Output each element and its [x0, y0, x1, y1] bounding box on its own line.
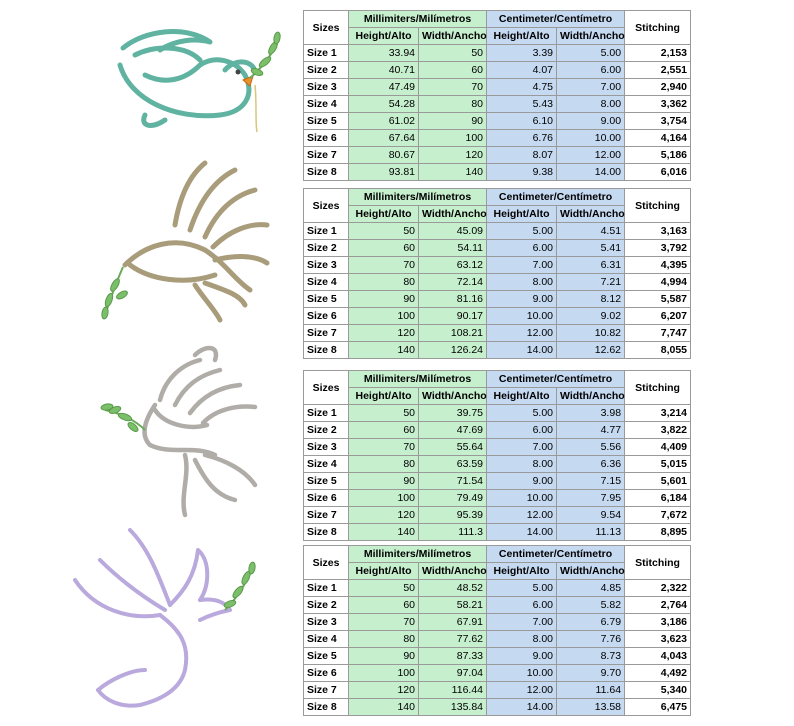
- table-row: [304, 79, 691, 96]
- size-label: Size 5: [304, 648, 349, 665]
- table-row: [304, 291, 691, 308]
- millimeters-header: Millimiters/Milímetros: [349, 371, 487, 388]
- mm-width-cell: 60: [419, 62, 487, 79]
- table-row: [304, 580, 691, 597]
- stitch-count-cell: 4,409: [625, 439, 691, 456]
- table-row: [304, 507, 691, 524]
- mm-height-cell: 100: [349, 490, 419, 507]
- mm-width-cell: 126.24: [419, 342, 487, 359]
- cm-width-cell: 10.00: [557, 130, 625, 147]
- mm-height-cell: 80: [349, 456, 419, 473]
- table-row: [304, 665, 691, 682]
- size-label: Size 8: [304, 164, 349, 181]
- cm-height-cell: 9.00: [487, 473, 557, 490]
- cm-height-cell: 14.00: [487, 524, 557, 541]
- dove-silver-icon: [95, 335, 275, 525]
- cm-width-cell: 7.21: [557, 274, 625, 291]
- size-label: Size 3: [304, 439, 349, 456]
- cm-width-cell: 5.56: [557, 439, 625, 456]
- stitch-count-cell: 7,747: [625, 325, 691, 342]
- stitch-count-cell: 5,587: [625, 291, 691, 308]
- cm-height-header: Height/Alto: [487, 388, 557, 405]
- table-row: [304, 699, 691, 716]
- stitch-count-cell: 5,340: [625, 682, 691, 699]
- mm-height-cell: 67.64: [349, 130, 419, 147]
- millimeters-header: Millimiters/Milímetros: [349, 546, 487, 563]
- table-row: [304, 405, 691, 422]
- table-row: [304, 308, 691, 325]
- table-row: [304, 631, 691, 648]
- mm-width-cell: 135.84: [419, 699, 487, 716]
- mm-width-cell: 80: [419, 96, 487, 113]
- mm-height-cell: 54.28: [349, 96, 419, 113]
- size-table: [303, 370, 691, 541]
- cm-height-cell: 5.43: [487, 96, 557, 113]
- size-label: Size 7: [304, 147, 349, 164]
- size-label: Size 3: [304, 79, 349, 96]
- cm-height-cell: 9.38: [487, 164, 557, 181]
- stitch-count-cell: 2,764: [625, 597, 691, 614]
- stitch-count-cell: 4,395: [625, 257, 691, 274]
- mm-width-cell: 45.09: [419, 223, 487, 240]
- mm-width-cell: 120: [419, 147, 487, 164]
- stitch-count-cell: 2,153: [625, 45, 691, 62]
- cm-width-cell: 9.54: [557, 507, 625, 524]
- millimeters-header: Millimiters/Milímetros: [349, 189, 487, 206]
- mm-height-cell: 47.49: [349, 79, 419, 96]
- stitching-header: Stitching: [625, 546, 691, 580]
- table-row: [304, 614, 691, 631]
- stitch-count-cell: 3,754: [625, 113, 691, 130]
- mm-height-cell: 80: [349, 274, 419, 291]
- size-label: Size 3: [304, 614, 349, 631]
- cm-width-cell: 13.58: [557, 699, 625, 716]
- mm-width-cell: 71.54: [419, 473, 487, 490]
- mm-width-cell: 47.69: [419, 422, 487, 439]
- cm-height-cell: 10.00: [487, 665, 557, 682]
- cm-width-cell: 9.00: [557, 113, 625, 130]
- mm-width-cell: 55.64: [419, 439, 487, 456]
- header-row: [304, 371, 691, 388]
- cm-height-cell: 5.00: [487, 223, 557, 240]
- mm-width-header: Width/Ancho: [419, 206, 487, 223]
- cm-width-cell: 5.41: [557, 240, 625, 257]
- mm-width-header: Width/Ancho: [419, 388, 487, 405]
- mm-height-cell: 33.94: [349, 45, 419, 62]
- table-row: [304, 130, 691, 147]
- cm-width-cell: 7.00: [557, 79, 625, 96]
- table-row: [304, 456, 691, 473]
- mm-height-header: Height/Alto: [349, 28, 419, 45]
- mm-width-cell: 54.11: [419, 240, 487, 257]
- table-row: [304, 257, 691, 274]
- size-label: Size 5: [304, 291, 349, 308]
- stitch-count-cell: 3,186: [625, 614, 691, 631]
- mm-width-cell: 95.39: [419, 507, 487, 524]
- size-label: Size 2: [304, 597, 349, 614]
- mm-height-cell: 60: [349, 422, 419, 439]
- size-label: Size 3: [304, 257, 349, 274]
- centimeters-header: Centimeter/Centímetro: [487, 189, 625, 206]
- cm-width-header: Width/Ancho: [557, 563, 625, 580]
- table-row: [304, 597, 691, 614]
- stitch-count-cell: 4,164: [625, 130, 691, 147]
- mm-height-cell: 93.81: [349, 164, 419, 181]
- stitch-count-cell: 6,016: [625, 164, 691, 181]
- cm-height-cell: 8.00: [487, 456, 557, 473]
- cm-height-cell: 12.00: [487, 507, 557, 524]
- cm-width-cell: 4.85: [557, 580, 625, 597]
- mm-height-cell: 120: [349, 325, 419, 342]
- centimeters-header: Centimeter/Centímetro: [487, 546, 625, 563]
- cm-height-cell: 12.00: [487, 325, 557, 342]
- stitch-count-cell: 6,475: [625, 699, 691, 716]
- mm-height-cell: 140: [349, 699, 419, 716]
- cm-height-cell: 9.00: [487, 648, 557, 665]
- cm-height-cell: 12.00: [487, 682, 557, 699]
- header-row: [304, 189, 691, 206]
- mm-width-cell: 87.33: [419, 648, 487, 665]
- centimeters-header: Centimeter/Centímetro: [487, 11, 625, 28]
- table-row: [304, 240, 691, 257]
- cm-height-cell: 7.00: [487, 614, 557, 631]
- size-label: Size 2: [304, 422, 349, 439]
- size-table: [303, 188, 691, 359]
- mm-width-cell: 140: [419, 164, 487, 181]
- cm-height-cell: 4.07: [487, 62, 557, 79]
- table-row: [304, 45, 691, 62]
- dove-khaki-icon: [95, 155, 275, 325]
- cm-height-cell: 6.76: [487, 130, 557, 147]
- table-row: [304, 439, 691, 456]
- cm-width-cell: 8.12: [557, 291, 625, 308]
- table-row: [304, 113, 691, 130]
- mm-height-cell: 50: [349, 223, 419, 240]
- stitch-count-cell: 2,322: [625, 580, 691, 597]
- size-label: Size 7: [304, 507, 349, 524]
- mm-height-cell: 90: [349, 648, 419, 665]
- cm-height-cell: 8.00: [487, 631, 557, 648]
- stitch-count-cell: 8,055: [625, 342, 691, 359]
- size-label: Size 6: [304, 130, 349, 147]
- cm-width-cell: 7.15: [557, 473, 625, 490]
- table-row: [304, 648, 691, 665]
- header-row: [304, 546, 691, 563]
- size-label: Size 2: [304, 240, 349, 257]
- cm-width-cell: 11.13: [557, 524, 625, 541]
- mm-width-cell: 90.17: [419, 308, 487, 325]
- mm-width-cell: 111.3: [419, 524, 487, 541]
- size-label: Size 6: [304, 490, 349, 507]
- cm-width-cell: 12.00: [557, 147, 625, 164]
- mm-width-cell: 58.21: [419, 597, 487, 614]
- mm-width-cell: 108.21: [419, 325, 487, 342]
- mm-height-cell: 140: [349, 342, 419, 359]
- size-label: Size 6: [304, 665, 349, 682]
- size-label: Size 6: [304, 308, 349, 325]
- size-label: Size 7: [304, 682, 349, 699]
- cm-height-cell: 8.00: [487, 274, 557, 291]
- size-label: Size 1: [304, 223, 349, 240]
- sizes-header: Sizes: [304, 546, 349, 580]
- cm-width-cell: 4.51: [557, 223, 625, 240]
- mm-height-header: Height/Alto: [349, 388, 419, 405]
- mm-height-cell: 80.67: [349, 147, 419, 164]
- size-label: Size 5: [304, 473, 349, 490]
- cm-height-cell: 3.39: [487, 45, 557, 62]
- mm-width-cell: 67.91: [419, 614, 487, 631]
- mm-width-cell: 90: [419, 113, 487, 130]
- sizes-header: Sizes: [304, 11, 349, 45]
- mm-height-cell: 50: [349, 405, 419, 422]
- mm-width-cell: 70: [419, 79, 487, 96]
- size-label: Size 1: [304, 405, 349, 422]
- mm-height-cell: 60: [349, 240, 419, 257]
- table-row: [304, 524, 691, 541]
- cm-width-cell: 8.00: [557, 96, 625, 113]
- stitch-count-cell: 3,214: [625, 405, 691, 422]
- mm-height-header: Height/Alto: [349, 206, 419, 223]
- table-row: [304, 62, 691, 79]
- mm-width-cell: 81.16: [419, 291, 487, 308]
- stitch-count-cell: 5,601: [625, 473, 691, 490]
- cm-width-cell: 6.36: [557, 456, 625, 473]
- cm-width-cell: 7.76: [557, 631, 625, 648]
- cm-width-cell: 6.00: [557, 62, 625, 79]
- mm-height-cell: 70: [349, 439, 419, 456]
- size-label: Size 7: [304, 325, 349, 342]
- mm-height-cell: 60: [349, 597, 419, 614]
- cm-height-cell: 7.00: [487, 257, 557, 274]
- stitch-count-cell: 3,792: [625, 240, 691, 257]
- table-row: [304, 164, 691, 181]
- cm-height-cell: 10.00: [487, 490, 557, 507]
- mm-height-cell: 80: [349, 631, 419, 648]
- cm-width-header: Width/Ancho: [557, 28, 625, 45]
- mm-width-cell: 97.04: [419, 665, 487, 682]
- cm-width-cell: 4.77: [557, 422, 625, 439]
- stitch-count-cell: 5,015: [625, 456, 691, 473]
- stitch-count-cell: 6,184: [625, 490, 691, 507]
- size-label: Size 5: [304, 113, 349, 130]
- cm-width-cell: 10.82: [557, 325, 625, 342]
- cm-width-cell: 6.31: [557, 257, 625, 274]
- mm-height-cell: 40.71: [349, 62, 419, 79]
- cm-width-cell: 5.82: [557, 597, 625, 614]
- table-row: [304, 342, 691, 359]
- cm-height-cell: 4.75: [487, 79, 557, 96]
- mm-width-cell: 116.44: [419, 682, 487, 699]
- size-table: [303, 545, 691, 716]
- stitching-header: Stitching: [625, 11, 691, 45]
- stitch-count-cell: 8,895: [625, 524, 691, 541]
- cm-height-cell: 8.07: [487, 147, 557, 164]
- mm-width-cell: 63.12: [419, 257, 487, 274]
- mm-height-cell: 50: [349, 580, 419, 597]
- size-label: Size 8: [304, 342, 349, 359]
- cm-height-cell: 9.00: [487, 291, 557, 308]
- mm-width-cell: 48.52: [419, 580, 487, 597]
- size-table: [303, 10, 691, 181]
- cm-height-cell: 10.00: [487, 308, 557, 325]
- table-row: [304, 422, 691, 439]
- table-row: [304, 147, 691, 164]
- mm-width-cell: 79.49: [419, 490, 487, 507]
- mm-height-cell: 120: [349, 682, 419, 699]
- stitch-count-cell: 3,822: [625, 422, 691, 439]
- cm-width-cell: 8.73: [557, 648, 625, 665]
- cm-height-cell: 7.00: [487, 439, 557, 456]
- mm-height-cell: 90: [349, 291, 419, 308]
- table-row: [304, 682, 691, 699]
- cm-height-cell: 5.00: [487, 580, 557, 597]
- centimeters-header: Centimeter/Centímetro: [487, 371, 625, 388]
- stitching-header: Stitching: [625, 371, 691, 405]
- mm-width-cell: 77.62: [419, 631, 487, 648]
- cm-width-cell: 11.64: [557, 682, 625, 699]
- mm-height-cell: 140: [349, 524, 419, 541]
- cm-width-header: Width/Ancho: [557, 388, 625, 405]
- table-row: [304, 325, 691, 342]
- mm-width-cell: 100: [419, 130, 487, 147]
- stitch-count-cell: 3,623: [625, 631, 691, 648]
- table-row: [304, 274, 691, 291]
- header-row: [304, 11, 691, 28]
- sizes-header: Sizes: [304, 189, 349, 223]
- mm-height-cell: 61.02: [349, 113, 419, 130]
- mm-height-cell: 70: [349, 614, 419, 631]
- size-label: Size 4: [304, 274, 349, 291]
- stitch-count-cell: 5,186: [625, 147, 691, 164]
- millimeters-header: Millimiters/Milímetros: [349, 11, 487, 28]
- size-label: Size 8: [304, 699, 349, 716]
- cm-height-header: Height/Alto: [487, 206, 557, 223]
- table-row: [304, 473, 691, 490]
- table-row: [304, 490, 691, 507]
- mm-height-cell: 120: [349, 507, 419, 524]
- cm-height-header: Height/Alto: [487, 563, 557, 580]
- mm-width-cell: 39.75: [419, 405, 487, 422]
- mm-height-cell: 100: [349, 665, 419, 682]
- stitch-count-cell: 4,994: [625, 274, 691, 291]
- table-row: [304, 96, 691, 113]
- cm-width-cell: 12.62: [557, 342, 625, 359]
- cm-width-cell: 6.79: [557, 614, 625, 631]
- mm-width-cell: 50: [419, 45, 487, 62]
- stitch-count-cell: 3,362: [625, 96, 691, 113]
- size-label: Size 4: [304, 456, 349, 473]
- mm-height-cell: 70: [349, 257, 419, 274]
- cm-height-cell: 14.00: [487, 699, 557, 716]
- cm-height-cell: 6.00: [487, 240, 557, 257]
- size-label: Size 1: [304, 45, 349, 62]
- stitch-count-cell: 6,207: [625, 308, 691, 325]
- mm-height-header: Height/Alto: [349, 563, 419, 580]
- cm-height-header: Height/Alto: [487, 28, 557, 45]
- size-label: Size 4: [304, 96, 349, 113]
- cm-width-header: Width/Ancho: [557, 206, 625, 223]
- mm-width-header: Width/Ancho: [419, 563, 487, 580]
- cm-height-cell: 6.00: [487, 422, 557, 439]
- stitch-count-cell: 3,163: [625, 223, 691, 240]
- stitch-count-cell: 2,940: [625, 79, 691, 96]
- cm-height-cell: 5.00: [487, 405, 557, 422]
- mm-height-cell: 90: [349, 473, 419, 490]
- mm-height-cell: 100: [349, 308, 419, 325]
- cm-width-cell: 9.02: [557, 308, 625, 325]
- stitch-count-cell: 2,551: [625, 62, 691, 79]
- cm-width-cell: 3.98: [557, 405, 625, 422]
- stitch-count-cell: 7,672: [625, 507, 691, 524]
- size-label: Size 1: [304, 580, 349, 597]
- mm-width-cell: 63.59: [419, 456, 487, 473]
- stitching-header: Stitching: [625, 189, 691, 223]
- dove-lilac-icon: [70, 520, 260, 710]
- cm-width-cell: 7.95: [557, 490, 625, 507]
- table-row: [304, 223, 691, 240]
- sizes-header: Sizes: [304, 371, 349, 405]
- dove-teal-icon: [105, 20, 285, 140]
- stitch-count-cell: 4,492: [625, 665, 691, 682]
- cm-width-cell: 5.00: [557, 45, 625, 62]
- mm-width-cell: 72.14: [419, 274, 487, 291]
- cm-height-cell: 6.10: [487, 113, 557, 130]
- cm-width-cell: 14.00: [557, 164, 625, 181]
- cm-height-cell: 14.00: [487, 342, 557, 359]
- size-label: Size 8: [304, 524, 349, 541]
- mm-width-header: Width/Ancho: [419, 28, 487, 45]
- size-label: Size 2: [304, 62, 349, 79]
- stitch-count-cell: 4,043: [625, 648, 691, 665]
- cm-width-cell: 9.70: [557, 665, 625, 682]
- cm-height-cell: 6.00: [487, 597, 557, 614]
- size-label: Size 4: [304, 631, 349, 648]
